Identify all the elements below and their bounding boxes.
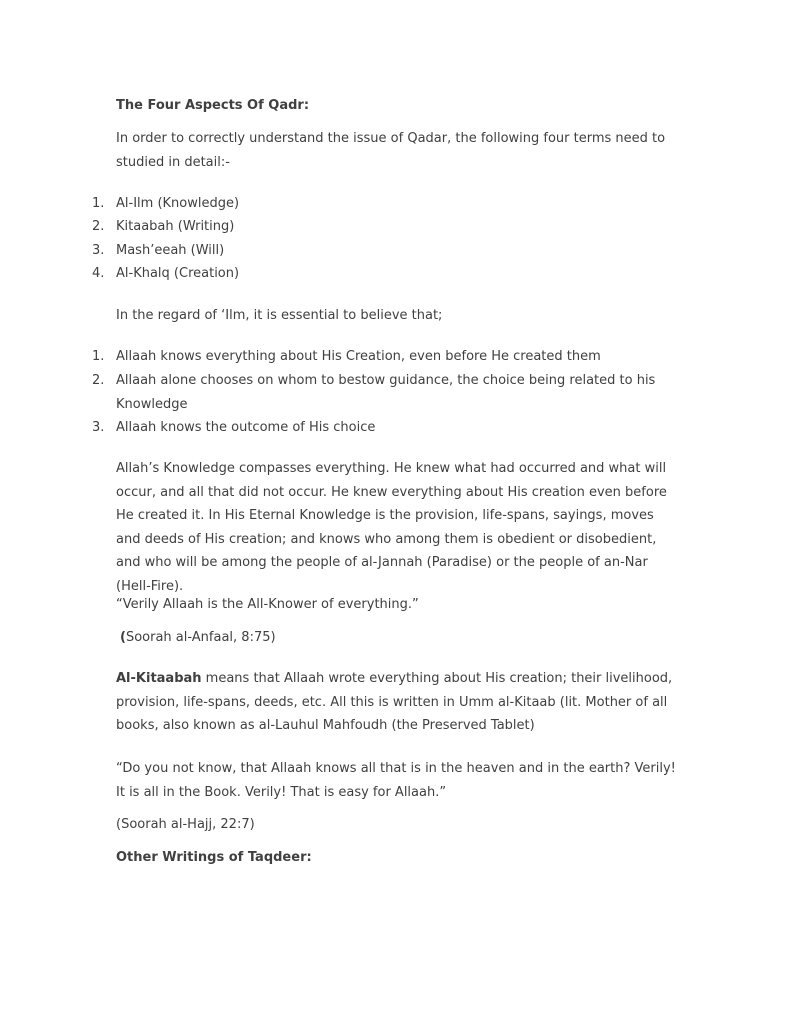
reference-text: Soorah al-Anfaal, 8:75) bbox=[125, 630, 276, 645]
quote-do-you-not-know: “Do you not know, that Allaah knows all that is in the heaven and in the earth? Verily! It is all in the Book. Verily! That is easy for Allaah.” bbox=[116, 761, 676, 800]
heading-other-writings: Other Writings of Taqdeer: bbox=[116, 850, 312, 865]
list-item bbox=[92, 345, 676, 369]
kitaabah-paragraph bbox=[116, 667, 676, 738]
list-number: 4. bbox=[92, 266, 105, 281]
list-item bbox=[92, 369, 676, 416]
list-number: 3. bbox=[92, 420, 105, 435]
list-item-text: Mash’eeah (Will) bbox=[116, 243, 225, 258]
intro-paragraph: In order to correctly understand the issue of Qadar, the following four terms need to studied in detail:- bbox=[116, 131, 666, 170]
heading-four-aspects: The Four Aspects Of Qadr: bbox=[116, 98, 310, 113]
list-number: 2. bbox=[92, 373, 105, 388]
list-number: 1. bbox=[92, 196, 105, 211]
list-number: 3. bbox=[92, 243, 105, 258]
list-item-text: Al-Ilm (Knowledge) bbox=[116, 196, 240, 211]
list-item-text: Al-Khalq (Creation) bbox=[116, 266, 240, 281]
list-item-text: Allaah knows everything about His Creation, even before He created them bbox=[116, 349, 601, 364]
reference-hajj: (Soorah al-Hajj, 22:7) bbox=[116, 817, 255, 832]
list-item bbox=[92, 262, 676, 286]
list-item-text: Allaah alone chooses on whom to bestow guidance, the choice being related to his Knowledge bbox=[116, 373, 656, 412]
ilm-intro-paragraph: In the regard of ‘Ilm, it is essential to believe that; bbox=[116, 308, 443, 323]
list-number: 2. bbox=[92, 219, 105, 234]
list-item bbox=[92, 215, 676, 239]
list-item-text: Kitaabah (Writing) bbox=[116, 219, 235, 234]
quote-all-knower: “Verily Allaah is the All-Knower of everything.” bbox=[116, 597, 419, 612]
list-item-text: Allaah knows the outcome of His choice bbox=[116, 420, 376, 435]
reference-open-paren: ( bbox=[120, 630, 126, 645]
reference-anfaal bbox=[120, 626, 680, 650]
list-item bbox=[92, 192, 676, 216]
kitaabah-description: means that Allaah wrote everything about His creation; their livelihood, provision, life-spans, deeds, etc. All this is written in Umm al-Kitaab (lit. Mother of all books, also known as al-Lauhul Mahfoudh (the Preserved Tablet) bbox=[116, 671, 673, 733]
list-item bbox=[92, 416, 676, 440]
list-item bbox=[92, 239, 676, 263]
list-number: 1. bbox=[92, 349, 105, 364]
kitaabah-term: Al-Kitaabah bbox=[116, 671, 202, 686]
knowledge-paragraph: Allah’s Knowledge compasses everything. He knew what had occurred and what will occur, and all that did not occur. He knew everything about His creation even before He created it. In His Eternal Knowledge is the provision, life-spans, sayings, moves and deeds of His creation; and knows who among them is obedient or disobedient, and who will be among the people of al-Jannah (Paradise) or the people of an-Nar (Hell-Fire). bbox=[116, 461, 667, 594]
